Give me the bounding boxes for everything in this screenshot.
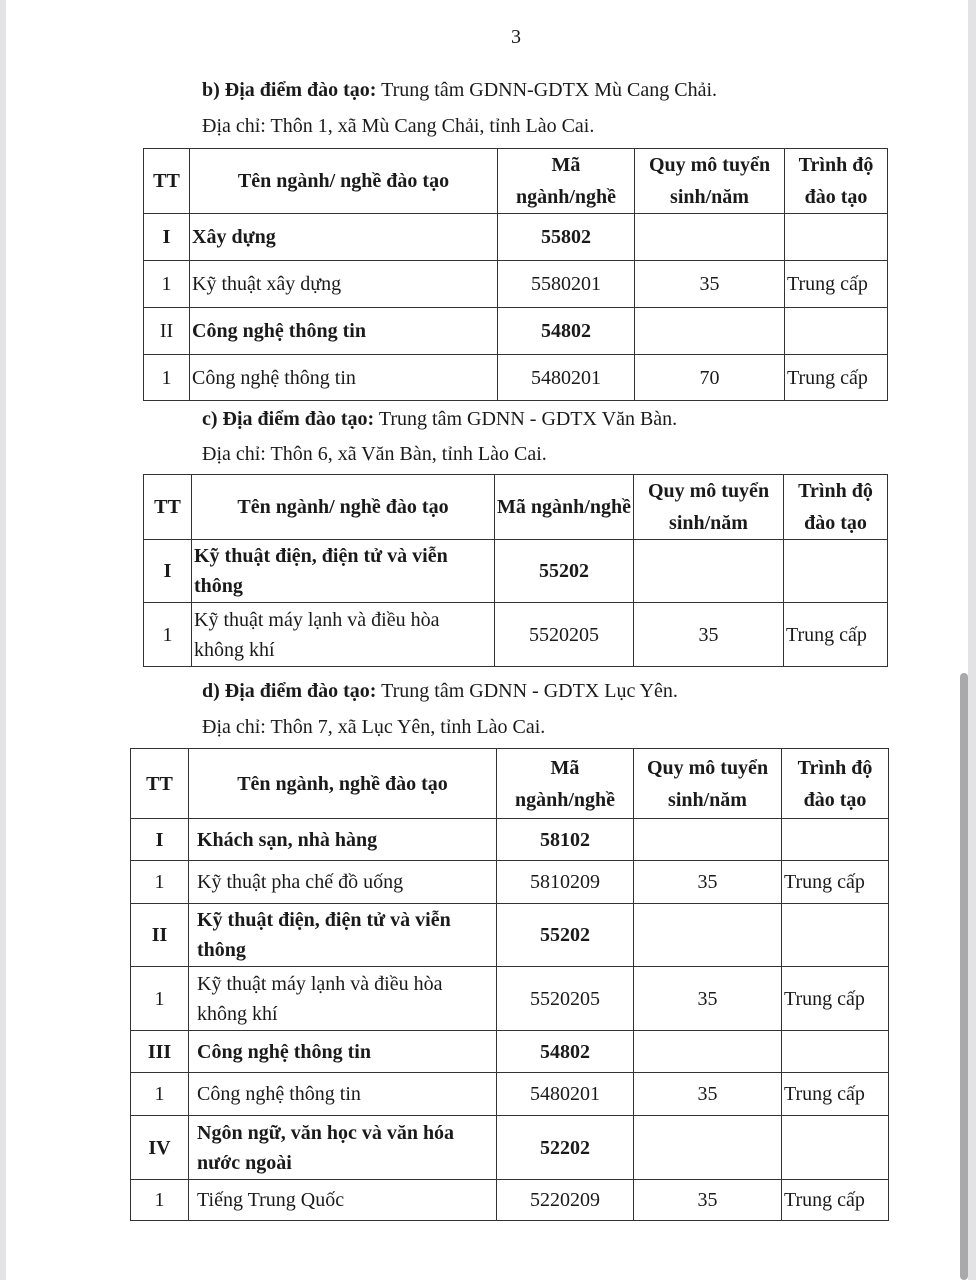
cell-tt: I (131, 819, 189, 861)
cell-code: 5220209 (497, 1180, 634, 1221)
cell-name: Kỹ thuật máy lạnh và điều hòa không khí (192, 603, 495, 667)
cell-level: Trung cấp (782, 1180, 889, 1221)
table-header-row (144, 149, 888, 214)
training-table-b (143, 148, 888, 401)
cell-tt: 1 (131, 1073, 189, 1116)
section-d-heading-value: Trung tâm GDNN - GDTX Lục Yên. (376, 680, 678, 702)
cell-level (785, 214, 888, 261)
cell-level (785, 308, 888, 355)
table-row (144, 603, 888, 667)
cell-name: Kỹ thuật điện, điện tử và viễn thông (189, 904, 497, 967)
table-row (131, 861, 889, 904)
cell-quota (635, 308, 785, 355)
cell-level: Trung cấp (785, 355, 888, 401)
cell-quota: 70 (635, 355, 785, 401)
cell-tt: II (131, 904, 189, 967)
cell-name: Kỹ thuật máy lạnh và điều hòa không khí (189, 967, 497, 1031)
cell-code: 5520205 (497, 967, 634, 1031)
cell-tt: 1 (131, 861, 189, 904)
cell-level (784, 540, 888, 603)
cell-code: 58102 (497, 819, 634, 861)
document-page (6, 0, 968, 1280)
cell-name: Tiếng Trung Quốc (189, 1180, 497, 1221)
header-code: Mã ngành/nghề (498, 149, 635, 214)
section-b-heading-value: Trung tâm GDNN-GDTX Mù Cang Chải. (376, 79, 718, 101)
cell-code: 5580201 (498, 261, 635, 308)
cell-tt: 1 (131, 967, 189, 1031)
table-row (144, 355, 888, 401)
cell-quota (634, 540, 784, 603)
cell-quota (634, 1031, 782, 1073)
cell-level: Trung cấp (782, 1073, 889, 1116)
cell-quota (635, 214, 785, 261)
cell-quota (634, 904, 782, 967)
page-number: 3 (511, 26, 521, 48)
header-tt: TT (144, 149, 190, 214)
cell-level (782, 1116, 889, 1180)
cell-code: 5480201 (498, 355, 635, 401)
header-code: Mã ngành/nghề (497, 749, 634, 819)
section-b-heading-label: b) Địa điểm đào tạo: (202, 79, 377, 101)
cell-level (782, 904, 889, 967)
section-c-heading (202, 407, 677, 431)
cell-name: Công nghệ thông tin (189, 1073, 497, 1116)
header-quota: Quy mô tuyển sinh/năm (634, 475, 784, 540)
cell-level: Trung cấp (785, 261, 888, 308)
header-quota: Quy mô tuyển sinh/năm (634, 749, 782, 819)
cell-tt: 1 (131, 1180, 189, 1221)
table-row (131, 1031, 889, 1073)
section-d-heading-label: d) Địa điểm đào tạo: (202, 680, 377, 702)
cell-code: 52202 (497, 1116, 634, 1180)
cell-name: Kỹ thuật pha chế đồ uống (189, 861, 497, 904)
cell-name: Ngôn ngữ, văn học và văn hóa nước ngoài (189, 1116, 497, 1180)
table-header-row (144, 475, 888, 540)
cell-tt: I (144, 540, 192, 603)
cell-tt: II (144, 308, 190, 355)
table-row (144, 261, 888, 308)
cell-tt: 1 (144, 603, 192, 667)
cell-quota (634, 1116, 782, 1180)
cell-quota: 35 (634, 967, 782, 1031)
cell-code: 55202 (495, 540, 634, 603)
cell-name: Công nghệ thông tin (190, 308, 498, 355)
table-row (131, 967, 889, 1031)
cell-code: 5480201 (497, 1073, 634, 1116)
header-tt: TT (131, 749, 189, 819)
table-header-row (131, 749, 889, 819)
cell-quota: 35 (635, 261, 785, 308)
cell-quota: 35 (634, 861, 782, 904)
table-row (144, 214, 888, 261)
cell-name: Kỹ thuật điện, điện tử và viễn thông (192, 540, 495, 603)
cell-quota (634, 819, 782, 861)
cell-code: 54802 (497, 1031, 634, 1073)
table-row (131, 1116, 889, 1180)
table-row (131, 1073, 889, 1116)
cell-level (782, 819, 889, 861)
cell-level: Trung cấp (782, 967, 889, 1031)
cell-level: Trung cấp (782, 861, 889, 904)
cell-name: Khách sạn, nhà hàng (189, 819, 497, 861)
cell-tt: 1 (144, 261, 190, 308)
cell-tt: IV (131, 1116, 189, 1180)
cell-code: 54802 (498, 308, 635, 355)
cell-name: Kỹ thuật xây dựng (190, 261, 498, 308)
cell-code: 55802 (498, 214, 635, 261)
header-level: Trình độ đào tạo (784, 475, 888, 540)
section-b-heading (202, 78, 717, 102)
viewer-right-edge (968, 0, 976, 1280)
section-c-heading-value: Trung tâm GDNN - GDTX Văn Bàn. (374, 408, 678, 430)
table-row (144, 308, 888, 355)
cell-quota: 35 (634, 1073, 782, 1116)
cell-level: Trung cấp (784, 603, 888, 667)
cell-code: 5520205 (495, 603, 634, 667)
cell-tt: I (144, 214, 190, 261)
header-tt: TT (144, 475, 192, 540)
cell-name: Xây dựng (190, 214, 498, 261)
training-table-c (143, 474, 888, 667)
header-quota: Quy mô tuyển sinh/năm (635, 149, 785, 214)
cell-code: 55202 (497, 904, 634, 967)
table-row (131, 1180, 889, 1221)
training-table-d (130, 748, 889, 1221)
header-code: Mã ngành/nghề (495, 475, 634, 540)
cell-name: Công nghệ thông tin (189, 1031, 497, 1073)
header-name: Tên ngành, nghề đào tạo (189, 749, 497, 819)
header-name: Tên ngành/ nghề đào tạo (192, 475, 495, 540)
cell-quota: 35 (634, 1180, 782, 1221)
section-b-address: Địa chỉ: Thôn 1, xã Mù Cang Chải, tỉnh Lào Cai. (202, 115, 595, 137)
cell-tt: III (131, 1031, 189, 1073)
cell-code: 5810209 (497, 861, 634, 904)
section-c-address: Địa chỉ: Thôn 6, xã Văn Bàn, tỉnh Lào Cai. (202, 443, 547, 465)
header-level: Trình độ đào tạo (785, 149, 888, 214)
cell-quota: 35 (634, 603, 784, 667)
table-row (131, 904, 889, 967)
section-d-heading (202, 679, 678, 703)
vertical-scrollbar-thumb[interactable] (960, 673, 968, 1280)
cell-name: Công nghệ thông tin (190, 355, 498, 401)
table-row (144, 540, 888, 603)
cell-level (782, 1031, 889, 1073)
header-level: Trình độ đào tạo (782, 749, 889, 819)
table-row (131, 819, 889, 861)
header-name: Tên ngành/ nghề đào tạo (190, 149, 498, 214)
cell-tt: 1 (144, 355, 190, 401)
section-d-address: Địa chỉ: Thôn 7, xã Lục Yên, tỉnh Lào Cai. (202, 716, 546, 738)
section-c-heading-label: c) Địa điểm đào tạo: (202, 408, 375, 430)
